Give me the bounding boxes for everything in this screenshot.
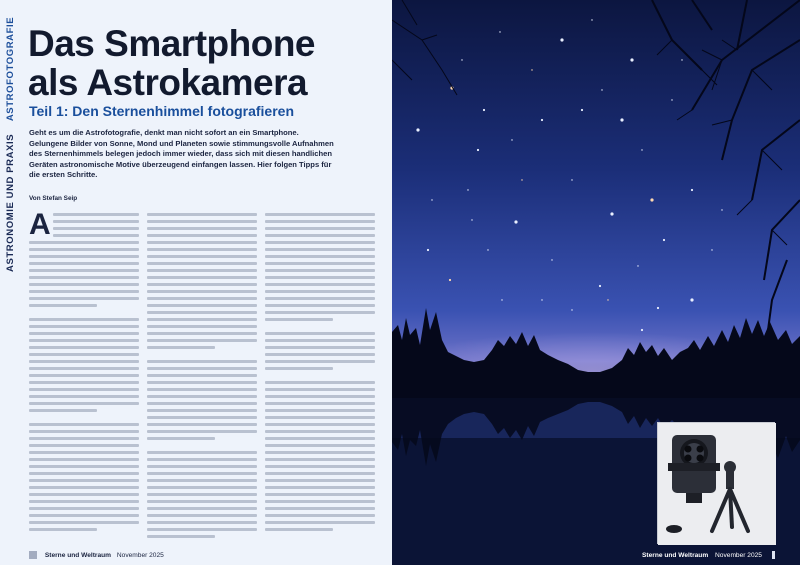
body-text-line [29,444,139,447]
body-text-line [147,472,257,475]
star [461,59,462,60]
star [571,179,572,180]
body-text-line [147,283,257,286]
star [560,38,563,41]
body-text-line [147,374,257,377]
body-text-line [147,416,257,419]
body-text-line [265,395,375,398]
body-text-line [147,360,257,363]
body-text-line [29,388,139,391]
body-text-line [265,486,375,489]
star [657,307,659,309]
body-text-line [265,290,375,293]
body-text-line [147,339,257,342]
title-line-2: als Astrokamera [28,62,308,103]
body-text-line [265,507,375,510]
body-text-line [265,465,375,468]
body-text-line [29,304,97,307]
body-text-line [147,325,257,328]
body-text-line [265,213,375,216]
star [487,249,488,250]
body-text-line [265,241,375,244]
article-subtitle: Teil 1: Den Sternenhimmel fotografieren [29,103,295,119]
body-text-line [29,339,139,342]
body-text-line [29,486,139,489]
star [690,298,693,301]
star [681,59,682,60]
body-text-line [147,409,257,412]
body-text-line [265,255,375,258]
body-text-line [29,255,139,258]
smartphone-tripod-illustration [658,423,776,545]
body-text-line [265,248,375,251]
star [501,299,502,300]
body-text-line [29,451,139,454]
body-text-line [147,500,257,503]
body-text-line [147,388,257,391]
article-lead: Geht es um die Astrofotografie, denkt man nicht sofort an ein Smartphone. Gelungene Bilder von Sonne, Mond und Planeten sowie stimmungsvolle Aufnahmen des Sternenhimmels belegen jedoch immer wieder, dass sich mit diesen handlichen Geräten astronomische Motive überzeugend einfangen lassen. Hier folgen Tipps für die ersten Schritte. [29,128,334,180]
body-text-line [265,479,375,482]
body-text-line [147,276,257,279]
footer-issue-right: November 2025 [715,551,762,559]
body-text-line [29,472,139,475]
star [591,19,592,20]
body-text-line [265,297,375,300]
paragraph-gap [147,353,257,360]
body-text-line [147,486,257,489]
body-text-line [147,451,257,454]
body-text-line [29,395,139,398]
body-text-line [147,311,257,314]
star [541,299,542,300]
article-author: Von Stefan Seip [29,195,78,202]
body-text-line [265,304,375,307]
paragraph-gap [265,325,375,332]
body-text-line [29,262,139,265]
body-text-line [147,535,215,538]
body-column-3 [265,213,375,535]
body-text-line [147,437,215,440]
star [671,99,672,100]
left-page [0,0,392,565]
star [641,149,642,150]
body-text-line [147,262,257,265]
body-text-line [265,472,375,475]
star [650,198,653,201]
body-text-line [147,493,257,496]
star [416,128,419,131]
title-line-1: Das Smartphone [28,23,316,64]
body-text-line [147,507,257,510]
body-text-line [265,528,333,531]
body-text-line [147,395,257,398]
body-text-line [265,276,375,279]
body-text-line [265,234,375,237]
remote-control-icon [666,525,682,533]
body-text-line [53,227,139,230]
body-text-line [265,444,375,447]
body-text-line [147,241,257,244]
body-text-line [147,381,257,384]
body-text-line [29,318,139,321]
body-text-line [147,346,215,349]
body-text-line [147,423,257,426]
body-text-line [29,248,139,251]
body-text-line [29,325,139,328]
body-text-line [265,332,375,335]
star [431,199,432,200]
body-text-line [29,528,97,531]
body-text-line [29,346,139,349]
body-text-line [265,346,375,349]
body-text-line [147,220,257,223]
tree-twigs [392,0,787,245]
star [581,109,583,111]
footer-issue: November 2025 [116,551,164,559]
body-text-line [147,367,257,370]
star [610,212,613,215]
body-text-line [29,521,139,524]
body-text-line [29,283,139,286]
body-text-line [29,514,139,517]
body-text-line [29,276,139,279]
body-text-line [147,304,257,307]
body-text-line [29,423,139,426]
star [449,279,451,281]
paragraph-gap [29,311,139,318]
star [521,179,522,180]
body-text-line [265,416,375,419]
stars [416,19,722,331]
section-primary: ASTRONOMIE UND PRAXIS [5,133,16,272]
body-text-line [29,241,139,244]
body-text-line [29,409,97,412]
body-text-line [53,213,139,216]
body-text-line [265,430,375,433]
body-text-line [147,479,257,482]
body-text-line [53,220,139,223]
body-text-line [265,318,333,321]
paragraph-gap [29,416,139,423]
page-marker-icon [29,551,37,559]
body-text-line [29,269,139,272]
body-text-line [29,353,139,356]
star [663,239,665,241]
body-text-line [29,381,139,384]
section-secondary: ASTROFOTOGRAFIE [5,16,16,122]
body-text-line [147,248,257,251]
body-text-line [147,332,257,335]
body-text-line [265,269,375,272]
body-text-line [29,332,139,335]
body-text-line [265,402,375,405]
body-text-line [147,255,257,258]
footer-magazine: Sterne und Weltraum [44,551,112,559]
body-text-line [265,367,333,370]
body-text-line [147,318,257,321]
star [511,139,512,140]
body-text-line [29,458,139,461]
body-text-line [147,430,257,433]
star [721,209,722,210]
night-sky-photo [392,0,800,565]
body-text-line [29,500,139,503]
star [620,118,623,121]
body-text-line [29,402,139,405]
body-text-line [265,521,375,524]
footer-left [29,551,164,559]
star [630,58,633,61]
body-text-line [147,458,257,461]
body-text-line [147,213,257,216]
body-text-line [265,360,375,363]
paragraph-gap [147,444,257,451]
body-text-line [265,423,375,426]
body-text-line [265,227,375,230]
star [691,189,693,191]
body-text-line [29,430,139,433]
body-text-line [265,437,375,440]
inset-photo-smartphone-tripod [657,422,775,544]
body-text-line [147,521,257,524]
star [541,119,543,121]
star [477,149,479,151]
body-column-2 [147,213,257,542]
star [607,299,608,300]
tree-branches [652,0,800,330]
body-text-line [147,514,257,517]
star [637,265,638,266]
star [711,249,712,250]
body-text-line [147,234,257,237]
body-text-line [147,297,257,300]
body-text-line [29,507,139,510]
body-text-line [29,367,139,370]
body-column-1 [29,213,139,535]
body-text-line [265,283,375,286]
body-text-line [29,290,139,293]
body-text-line [265,311,375,314]
body-text-line [265,388,375,391]
body-text-line [29,465,139,468]
star [551,259,552,260]
body-text-line [265,493,375,496]
drop-cap: A [29,208,51,241]
footer-right [642,551,775,559]
body-text-line [147,269,257,272]
body-text-line [29,479,139,482]
body-text-line [265,353,375,356]
article-title [28,24,388,102]
body-text-line [265,339,375,342]
star [427,249,429,251]
body-text-line [265,500,375,503]
star [514,220,517,223]
footer-magazine-right: Sterne und Weltraum [642,551,709,559]
body-text-line [29,360,139,363]
body-text-line [29,297,139,300]
body-text-line [265,458,375,461]
body-text-line [265,220,375,223]
body-text-line [53,234,139,237]
body-text-line [265,514,375,517]
star [531,69,532,70]
body-columns [29,213,384,543]
star [471,219,472,220]
star [599,285,601,287]
star [483,109,485,111]
star [467,189,468,190]
star [641,329,643,331]
body-text-line [265,381,375,384]
body-text-line [147,465,257,468]
body-text-line [147,227,257,230]
body-text-line [147,528,257,531]
body-text-line [265,409,375,412]
section-label [3,16,23,280]
paragraph-gap [265,374,375,381]
page-marker-right-icon [772,551,775,559]
body-text-line [29,437,139,440]
body-text-line [265,262,375,265]
star [571,309,572,310]
body-text-line [29,374,139,377]
body-text-line [147,290,257,293]
body-text-line [29,493,139,496]
body-text-line [265,451,375,454]
star [499,31,500,32]
star [601,89,602,90]
body-text-line [147,402,257,405]
